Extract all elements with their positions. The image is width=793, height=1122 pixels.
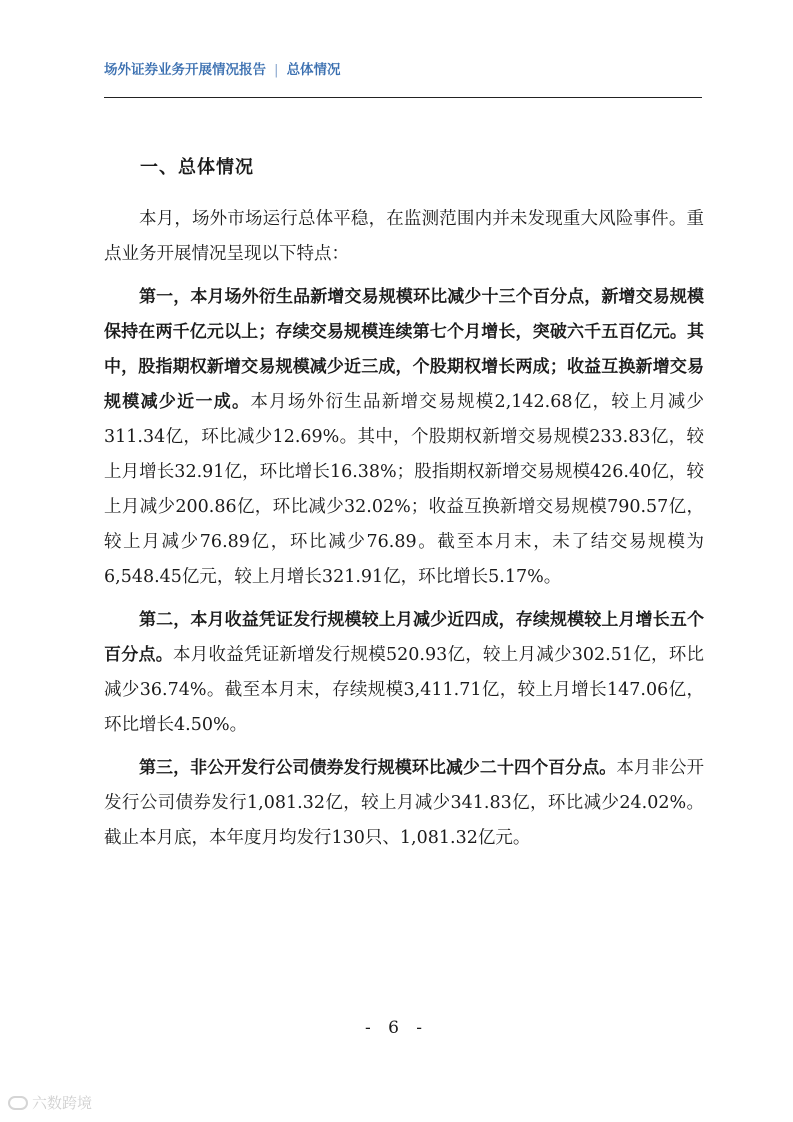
running-header <box>104 58 702 84</box>
watermark-logo-icon <box>8 1096 28 1110</box>
watermark-text: 六数跨境 <box>32 1094 93 1112</box>
page-body <box>104 148 704 864</box>
header-section-name: 总体情况 <box>286 62 341 78</box>
paragraph-3 <box>104 751 704 856</box>
paragraph-2 <box>104 603 704 743</box>
header-separator: | <box>274 62 279 78</box>
paragraph-3-summary: 第三，非公开发行公司债券发行规模环比减少二十四个百分点。 <box>139 758 617 778</box>
watermark <box>8 1092 92 1113</box>
paragraph-1-summary: 第一，本月场外衍生品新增交易规模环比减少十三个百分点，新增交易规模保持在两千亿元以上；存续交易规模连续第七个月增长，突破六千五百亿元。其中，股指期权新增交易规模减少近三成，个股期权增长两成；收益互换新增交易规模减少近一成。 <box>104 287 704 412</box>
paragraph-1 <box>104 280 704 595</box>
header-divider <box>104 97 702 98</box>
page-number: - 6 - <box>364 1018 429 1038</box>
intro-paragraph: 本月，场外市场运行总体平稳，在监测范围内并未发现重大风险事件。重点业务开展情况呈现以下特点： <box>104 209 704 264</box>
paragraph-1-detail: 本月场外衍生品新增交易规模2,142.68亿，较上月减少311.34亿，环比减少12.69%。其中，个股期权新增交易规模233.83亿，较上月增长32.91亿，环比增长16.38%；股指期权新增交易规模426.40亿，较上月减少200.86亿，环比减少32.02%；收益互换新增交易规模790.57亿，较上月减少76.89亿，环比减少76.89。截至本月末，未了结交易规模为6,548.45亿元，较上月增长321.91亿，环比增长5.17%。 <box>104 392 704 587</box>
section-heading: 一、总体情况 <box>140 157 254 178</box>
report-title: 场外证券业务开展情况报告 <box>104 62 266 78</box>
paragraph-2-summary: 第二，本月收益凭证发行规模较上月减少近四成，存续规模较上月增长五个百分点。 <box>104 610 704 665</box>
paragraph-3-detail: 本月非公开发行公司债券发行1,081.32亿，较上月减少341.83亿，环比减少24.02%。截止本月底，本年度月均发行130只、1,081.32亿元。 <box>104 758 704 848</box>
paragraph-2-detail: 本月收益凭证新增发行规模520.93亿，较上月减少302.51亿，环比减少36.74%。截至本月末，存续规模3,411.71亿，较上月增长147.06亿，环比增长4.50%。 <box>104 645 705 735</box>
